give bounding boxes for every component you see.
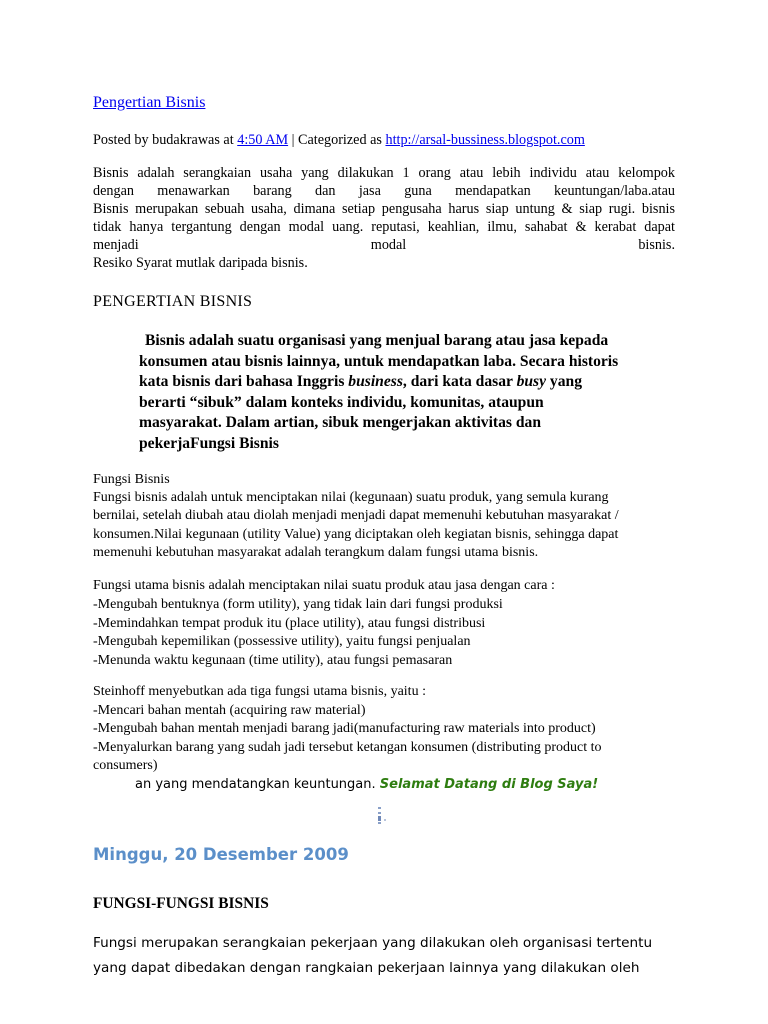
definition-term: busy bbox=[516, 373, 547, 390]
fungsi-line: memenuhi kebutuhan masyarakat adalah terangkum dalam fungsi utama bisnis. bbox=[93, 544, 539, 560]
fungsi-utama-list bbox=[93, 577, 555, 671]
category-link[interactable]: http://arsal-bussiness.blogspot.com bbox=[385, 132, 585, 148]
intro-line: dengan menawarkan barang dan jasa guna mendapatkan keuntungan/laba.atau bbox=[93, 183, 675, 199]
definition-line bbox=[139, 372, 618, 393]
greeting-line bbox=[135, 777, 598, 792]
steinhoff-line: -Mencari bahan mentah (acquiring raw material) bbox=[93, 702, 366, 718]
greeting-highlight: Selamat Datang di Blog Saya! bbox=[379, 777, 599, 792]
fungsi-utama-line: -Menunda waktu kegunaan (time utility), atau fungsi pemasaran bbox=[93, 653, 453, 669]
fungsi-line: Fungsi bisnis adalah untuk menciptakan nilai (kegunaan) suatu produk, yang semula kurang bbox=[93, 490, 609, 506]
intro-line: Bisnis merupakan sebuah usaha, dimana setiap pengusaha harus siap untung & siap rugi. bisnis bbox=[93, 201, 675, 217]
steinhoff-line: consumers) bbox=[93, 758, 158, 774]
fungsi-paragraph bbox=[93, 471, 619, 562]
section-heading-fungsi: FUNGSI-FUNGSI BISNIS bbox=[93, 895, 269, 912]
fungsi-utama-line: -Mengubah kepemilikan (possessive utility), yaitu fungsi penjualan bbox=[93, 634, 471, 650]
fungsi-utama-line: -Mengubah bentuknya (form utility), yang tidak lain dari fungsi produksi bbox=[93, 596, 503, 612]
intro-line: tidak hanya tergantung dengan modal uang. reputasi, keahlian, ilmu, sahabat & kerabat dapat bbox=[93, 219, 675, 235]
intro-line: Bisnis adalah serangkaian usaha yang dilakukan 1 orang atau lebih individu atau kelompok bbox=[93, 165, 675, 181]
fungsi-line: konsumen.Nilai kegunaan (utility Value) yang diciptakan oleh kegiatan bisnis, sehingga dapat bbox=[93, 526, 619, 542]
fungsi-line: bernilai, setelah diubah atau diolah menjadi menjadi dapat memenuhi kebutuhan masyarakat / bbox=[93, 508, 619, 524]
definition-line: masyarakat. Dalam artian, sibuk mengerjakan aktivitas dan bbox=[139, 414, 542, 431]
definition-line: konsumen atau bisnis lainnya, untuk mendapatkan laba. Secara historis bbox=[139, 352, 619, 370]
definition-line: berarti “sibuk” dalam konteks individu, komunitas, ataupun bbox=[139, 393, 544, 411]
fungsi-utama-line: -Memindahkan tempat produk itu (place utility), atau fungsi distribusi bbox=[93, 615, 486, 631]
greeting-prefix: an yang mendatangkan keuntungan. bbox=[135, 777, 380, 792]
section-heading: PENGERTIAN BISNIS bbox=[93, 293, 253, 310]
definition-line: pekerjaFungsi Bisnis bbox=[139, 434, 279, 452]
bottom-line: yang dapat dibedakan dengan rangkaian pekerjaan lainnya yang dilakukan oleh bbox=[93, 960, 640, 976]
intro-line: menjadi modal bisnis. bbox=[93, 237, 675, 253]
bottom-line: Fungsi merupakan serangkaian pekerjaan yang dilakukan oleh organisasi tertentu bbox=[93, 935, 653, 951]
date-header: Minggu, 20 Desember 2009 bbox=[93, 845, 349, 864]
bottom-paragraph bbox=[93, 931, 652, 981]
post-meta-prefix: Posted by budakrawas at bbox=[93, 132, 238, 148]
fungsi-utama-line: Fungsi utama bisnis adalah menciptakan nilai suatu produk atau jasa dengan cara : bbox=[93, 578, 555, 593]
post-title-link[interactable]: Pengertian Bisnis bbox=[93, 94, 206, 111]
broken-image-icon bbox=[376, 806, 390, 826]
steinhoff-line: -Menyalurkan barang yang sudah jadi tersebut ketangan konsumen (distributing product to bbox=[93, 739, 602, 755]
definition-term: business bbox=[348, 373, 403, 390]
steinhoff-line: Steinhoff menyebutkan ada tiga fungsi utama bisnis, yaitu : bbox=[93, 684, 426, 699]
definition-text: kata bisnis dari bahasa Inggris bbox=[139, 373, 349, 390]
intro-line: Resiko Syarat mutlak daripada bisnis. bbox=[93, 255, 308, 271]
definition-line: Bisnis adalah suatu organisasi yang menjual barang atau jasa kepada bbox=[145, 332, 609, 349]
definition-text: yang bbox=[546, 373, 582, 390]
fungsi-line: Fungsi Bisnis bbox=[93, 472, 170, 487]
intro-paragraph bbox=[93, 164, 675, 272]
steinhoff-line: -Mengubah bahan mentah menjadi barang jadi(manufacturing raw materials into product) bbox=[93, 721, 596, 737]
steinhoff-list bbox=[93, 683, 602, 776]
post-meta-mid: | Categorized as bbox=[288, 132, 386, 148]
post-meta bbox=[93, 132, 585, 149]
definition-block bbox=[139, 331, 618, 454]
post-time-link[interactable]: 4:50 AM bbox=[237, 132, 289, 148]
definition-text: , dari kata dasar bbox=[402, 373, 517, 390]
